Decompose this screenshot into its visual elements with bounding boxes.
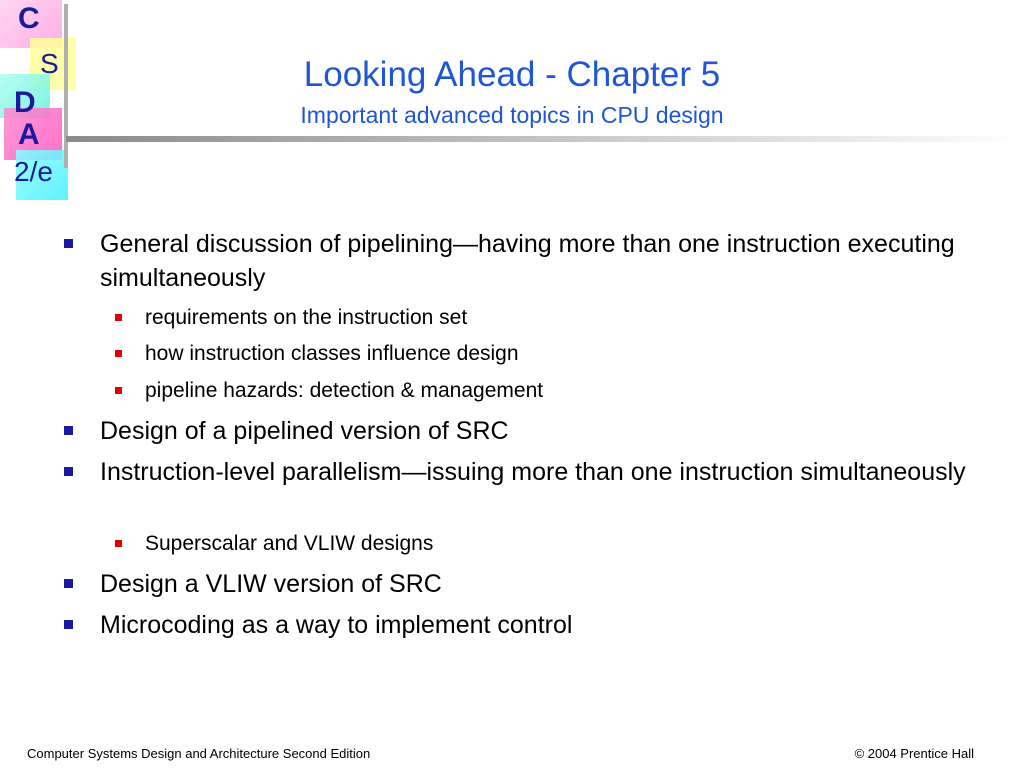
footer-book-title: Computer Systems Design and Architecture Second Edition	[27, 746, 371, 761]
title-divider	[66, 136, 1024, 142]
csda-logo	[0, 0, 80, 200]
square-bullet-icon	[115, 314, 122, 321]
logo-letter-c: C	[18, 2, 40, 35]
square-bullet-icon	[64, 579, 73, 588]
sub-bullet-item	[145, 377, 965, 405]
square-bullet-icon	[64, 467, 73, 476]
bullet-item	[100, 455, 980, 489]
square-bullet-icon	[115, 350, 122, 357]
bullet-text: Microcoding as a way to implement control	[100, 611, 573, 639]
sub-bullet-text: Superscalar and VLIW designs	[145, 532, 434, 555]
sub-bullet-text: requirements on the instruction set	[145, 306, 468, 329]
sub-bullet-item	[145, 530, 965, 558]
bullet-text: Design a VLIW version of SRC	[100, 570, 442, 598]
square-bullet-icon	[64, 620, 73, 629]
bullet-text: General discussion of pipelining—having more than one instruction executing simultaneously	[100, 230, 955, 292]
square-bullet-icon	[115, 387, 122, 394]
logo-letter-a: A	[18, 118, 40, 151]
bullet-item	[100, 567, 980, 601]
sub-bullet-text: pipeline hazards: detection & management	[145, 379, 544, 402]
sub-bullet-text: how instruction classes influence design	[145, 342, 519, 365]
square-bullet-icon	[64, 239, 73, 248]
slide-title: Looking Ahead - Chapter 5	[303, 55, 721, 94]
square-bullet-icon	[115, 540, 122, 547]
logo-letter-d: D	[14, 86, 36, 119]
sub-bullet-item	[145, 340, 965, 368]
logo-letter-s: S	[40, 48, 59, 79]
bullet-item	[100, 414, 980, 448]
square-bullet-icon	[64, 426, 73, 435]
bullet-item	[100, 608, 980, 642]
slide-subtitle: Important advanced topics in CPU design	[300, 102, 724, 128]
bullet-text: Design of a pipelined version of SRC	[100, 417, 509, 445]
bullet-item	[100, 227, 980, 295]
footer-copyright: © 2004 Prentice Hall	[854, 746, 974, 761]
logo-edition: 2/e	[14, 156, 53, 187]
sub-bullet-item	[145, 304, 965, 332]
bullet-text: Instruction-level parallelism—issuing more than one instruction simultaneously	[100, 458, 966, 486]
